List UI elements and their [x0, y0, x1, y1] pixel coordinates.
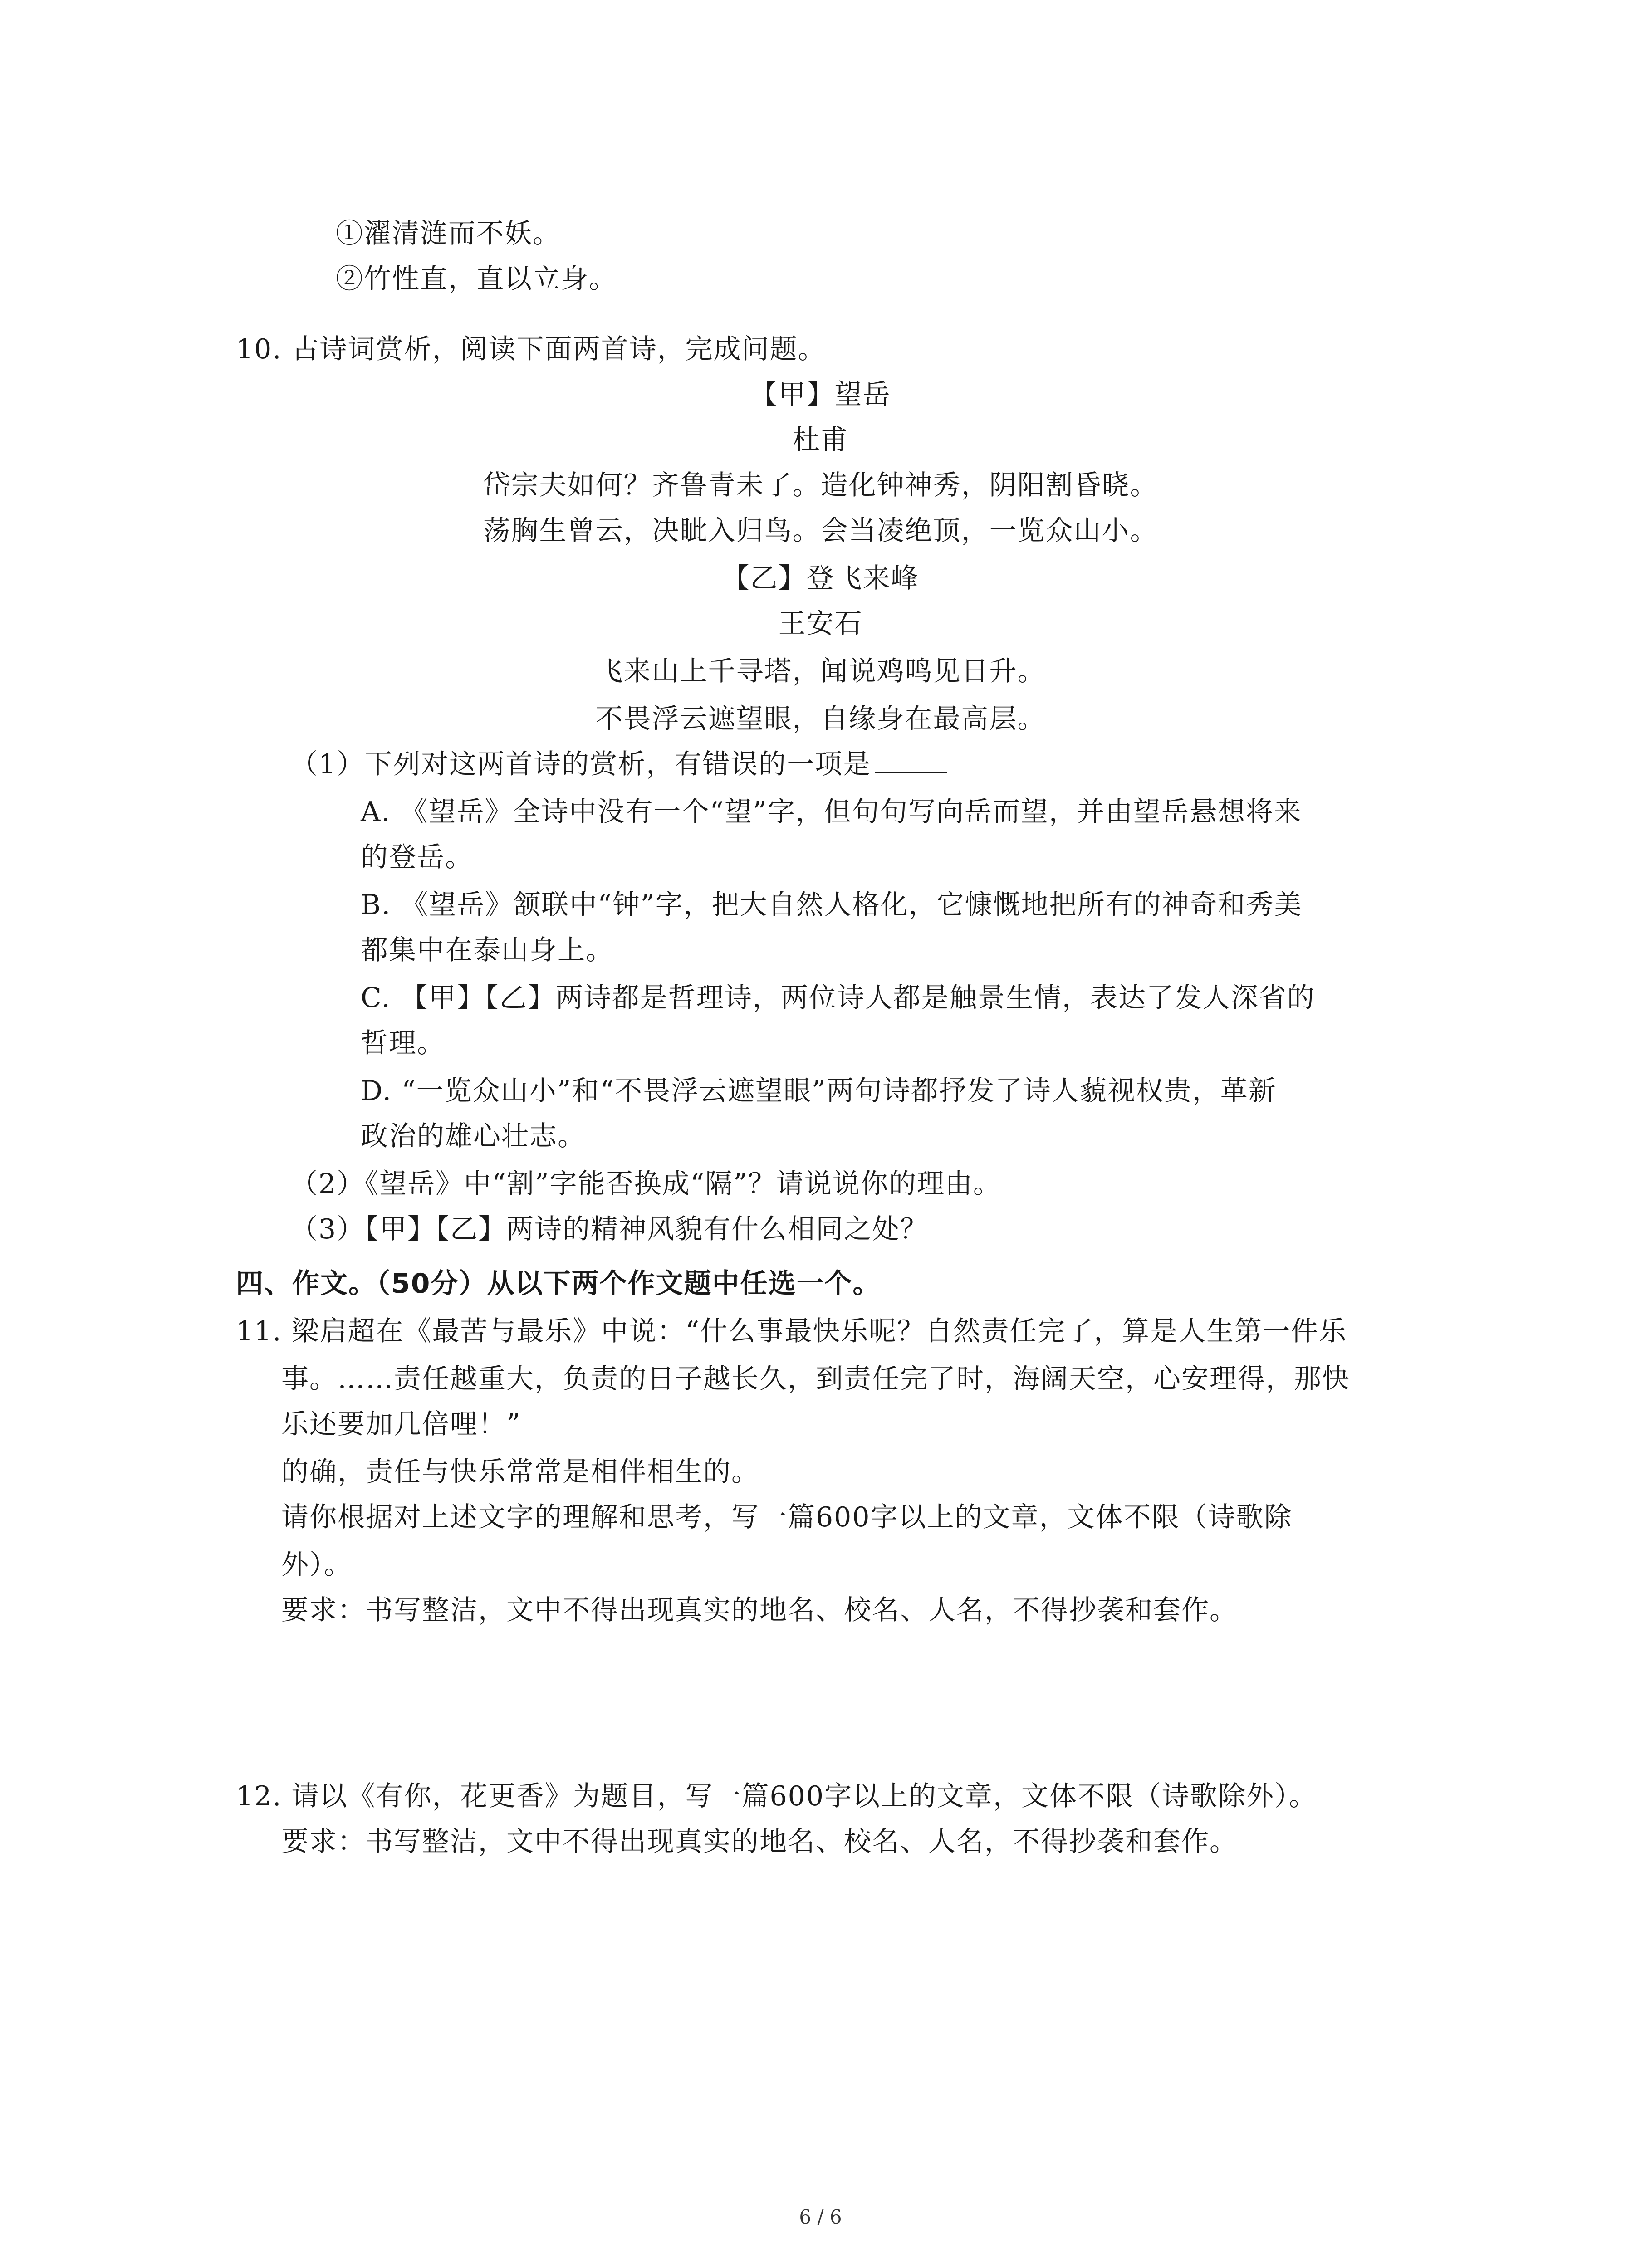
q11-line-5: 请你根据对上述文字的理解和思考，写一篇600字以上的文章，文体不限（诗歌除 [281, 1501, 1293, 1533]
top-item-1: ①濯清涟而不妖。 [336, 218, 561, 249]
q11-line-7: 要求：书写整洁，文中不得出现真实的地名、校名、人名，不得抄袭和套作。 [281, 1594, 1238, 1626]
q11-line-3: 乐还要加几倍哩！” [281, 1408, 521, 1440]
top-item-2: ②竹性直，直以立身。 [336, 263, 617, 295]
poem-b-line-1: 飞来山上千寻塔，闻说鸡鸣见日升。 [595, 655, 1046, 687]
option-b-line-1: B. 《望岳》颔联中“钟”字，把大自然人格化，它慷慨地把所有的神奇和秀美 [361, 889, 1303, 921]
q10-sub2: （2）《望岳》中“割”字能否换成“隔”？请说说你的理由。 [290, 1168, 1001, 1200]
option-a-line-2: 的登岳。 [361, 841, 473, 873]
q11-line-4: 的确，责任与快乐常常是相伴相生的。 [281, 1456, 759, 1488]
q11-line-6: 外）。 [281, 1549, 352, 1581]
option-d-line-1: D. “一览众山小”和“不畏浮云遮望眼”两句诗都抒发了诗人藐视权贵，革新 [361, 1075, 1277, 1107]
option-c-line-1: C. 【甲】【乙】两诗都是哲理诗，两位诗人都是触景生情，表达了发人深省的 [361, 982, 1315, 1014]
q11-line-2: 事。……责任越重大，负责的日子越长久，到责任完了时，海阔天空，心安理得，那快 [281, 1363, 1350, 1395]
q10-sub1 [290, 746, 947, 782]
option-b-line-2: 都集中在泰山身上。 [361, 934, 614, 966]
option-d-line-2: 政治的雄心壮志。 [361, 1120, 586, 1152]
q10-sub3: （3）【甲】【乙】两诗的精神风貌有什么相同之处？ [290, 1213, 929, 1245]
poem-a-title: 【甲】望岳 [750, 379, 891, 411]
section-4-heading: 四、作文。（50分）从以下两个作文题中任选一个。 [236, 1268, 881, 1300]
page-number: 6 / 6 [799, 2206, 842, 2228]
q12-line-1: 12. 请以《有你，花更香》为题目，写一篇600字以上的文章，文体不限（诗歌除外）。 [236, 1780, 1318, 1812]
q10-sub1-text: （1）下列对这两首诗的赏析，有错误的一项是 [290, 748, 872, 780]
q11-line-1: 11. 梁启超在《最苦与最乐》中说：“什么事最快乐呢？自然责任完了，算是人生第一件乐 [236, 1315, 1347, 1347]
option-a-line-1: A. 《望岳》全诗中没有一个“望”字，但句句写向岳而望，并由望岳悬想将来 [361, 796, 1302, 828]
poem-a-author: 杜甫 [792, 424, 849, 456]
q12-line-2: 要求：书写整洁，文中不得出现真实的地名、校名、人名，不得抄袭和套作。 [281, 1826, 1238, 1857]
poem-a-line-2: 荡胸生曾云，决眦入归鸟。会当凌绝顶，一览众山小。 [483, 515, 1158, 547]
poem-b-line-2: 不畏浮云遮望眼，自缘身在最高层。 [595, 703, 1046, 735]
poem-b-title: 【乙】登飞来峰 [722, 562, 919, 594]
option-c-line-2: 哲理。 [361, 1027, 445, 1059]
q10-stem: 10. 古诗词赏析，阅读下面两首诗，完成问题。 [236, 333, 826, 365]
poem-a-line-1: 岱宗夫如何？齐鲁青未了。造化钟神秀，阴阳割昏晓。 [483, 469, 1158, 501]
poem-b-author: 王安石 [778, 608, 863, 640]
answer-blank [875, 746, 947, 773]
